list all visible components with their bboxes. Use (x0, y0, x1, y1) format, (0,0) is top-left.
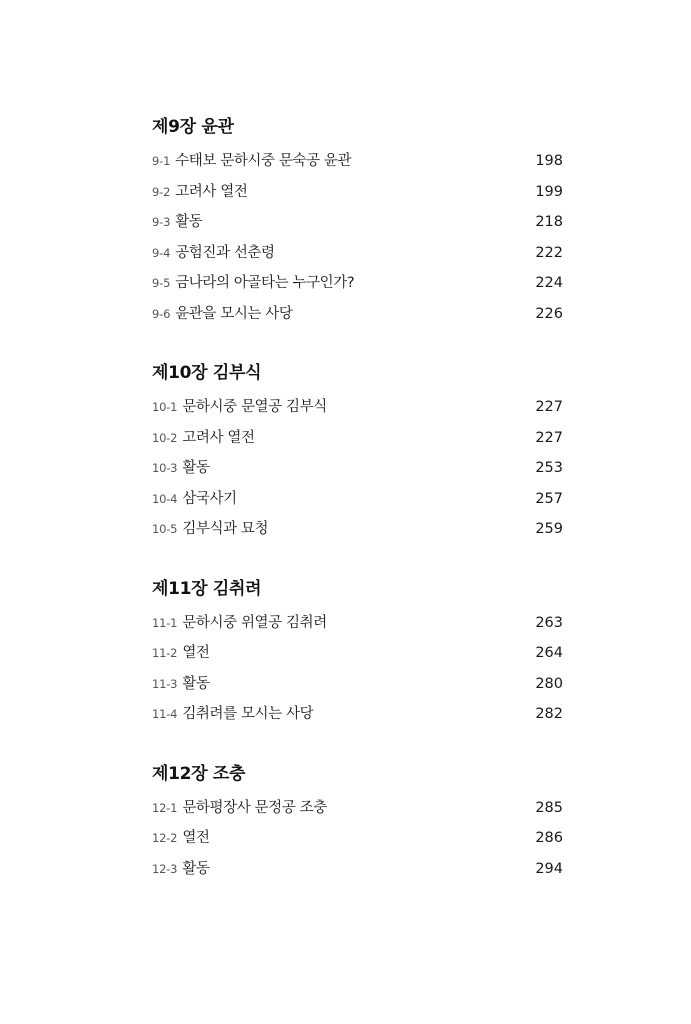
toc-entry[interactable] (152, 392, 563, 423)
toc-entry[interactable] (152, 699, 563, 730)
toc-entry[interactable] (152, 207, 563, 238)
entry-number: 9-1 (152, 154, 171, 168)
entry-number: 11-3 (152, 676, 178, 691)
entry-page: 282 (535, 706, 563, 722)
entry-number: 12-3 (152, 861, 178, 876)
toc-entry[interactable] (152, 238, 563, 269)
table-of-contents (152, 114, 563, 884)
chapter-12 (152, 761, 563, 885)
entry-number: 12-1 (152, 800, 178, 815)
entry-page: 227 (535, 399, 563, 415)
toc-entry[interactable] (152, 484, 563, 515)
entry-number: 12-2 (152, 831, 178, 845)
entry-title: 열전 (182, 830, 210, 846)
entry-page: 257 (535, 490, 563, 507)
entry-number: 9-3 (152, 215, 171, 229)
entry-number: 9-6 (152, 306, 171, 321)
toc-entry[interactable] (152, 608, 563, 639)
entry-title: 활동 (182, 860, 210, 877)
toc-entry[interactable] (152, 514, 563, 545)
chapter-title: 제10장 김부식 (152, 363, 262, 383)
entry-page: 198 (535, 153, 563, 169)
toc-entry[interactable] (152, 299, 563, 330)
entry-title: 수태보 문하시중 문숙공 윤관 (175, 153, 352, 169)
entry-number: 11-1 (152, 615, 178, 630)
toc-entry[interactable] (152, 146, 563, 177)
entry-page: 264 (535, 645, 563, 661)
toc-entry[interactable] (152, 453, 563, 484)
entry-title: 고려사 열전 (175, 183, 248, 200)
toc-entry[interactable] (152, 669, 563, 700)
entry-title: 문하시중 위열공 김취려 (182, 614, 327, 631)
toc-entry[interactable] (152, 177, 563, 208)
entry-title: 열전 (182, 645, 210, 661)
toc-entry[interactable] (152, 268, 563, 299)
chapter-10 (152, 360, 563, 545)
entry-number: 9-5 (152, 276, 171, 290)
chapter-title: 제11장 김취려 (152, 578, 262, 599)
entry-number: 11-2 (152, 646, 178, 660)
entry-page: 286 (535, 830, 563, 846)
entry-page: 263 (535, 614, 563, 631)
toc-entry[interactable] (152, 638, 563, 669)
entry-number: 10-5 (152, 522, 178, 536)
entry-page: 199 (535, 183, 563, 200)
toc-entry[interactable] (152, 854, 563, 885)
entry-title: 활동 (182, 460, 210, 476)
entry-page: 218 (535, 214, 563, 230)
entry-page: 285 (535, 799, 563, 816)
entry-page: 253 (535, 460, 563, 476)
entry-title: 김부식과 묘청 (182, 521, 269, 537)
entry-number: 10-3 (152, 461, 178, 475)
entry-title: 문하평장사 문정공 조충 (182, 799, 327, 816)
entry-page: 222 (535, 244, 563, 261)
chapter-11 (152, 576, 563, 730)
toc-entry[interactable] (152, 423, 563, 454)
entry-title: 삼국사기 (182, 490, 237, 507)
entry-title: 문하시중 문열공 김부식 (182, 399, 327, 415)
entry-title: 윤관을 모시는 사당 (175, 305, 293, 322)
entry-title: 김취려를 모시는 사당 (182, 706, 314, 722)
entry-title: 고려사 열전 (182, 429, 255, 446)
entry-page: 280 (535, 675, 563, 692)
entry-title: 활동 (175, 214, 203, 230)
entry-number: 10-4 (152, 491, 178, 506)
toc-entry[interactable] (152, 793, 563, 824)
entry-page: 227 (535, 429, 563, 446)
entry-page: 259 (535, 521, 563, 537)
entry-title: 활동 (182, 675, 210, 692)
toc-entry[interactable] (152, 823, 563, 854)
entry-number: 9-2 (152, 184, 171, 199)
entry-page: 294 (535, 860, 563, 877)
entry-number: 10-1 (152, 400, 178, 414)
entry-page: 226 (535, 305, 563, 322)
entry-number: 10-2 (152, 430, 178, 445)
entry-page: 224 (535, 275, 563, 291)
entry-number: 11-4 (152, 707, 178, 721)
chapter-title: 제12장 조충 (152, 763, 246, 784)
chapter-9 (152, 114, 563, 329)
chapter-title: 제9장 윤관 (152, 117, 234, 137)
entry-number: 9-4 (152, 245, 171, 260)
entry-title: 공험진과 선춘령 (175, 244, 275, 261)
entry-title: 금나라의 아골타는 누구인가? (175, 275, 355, 291)
